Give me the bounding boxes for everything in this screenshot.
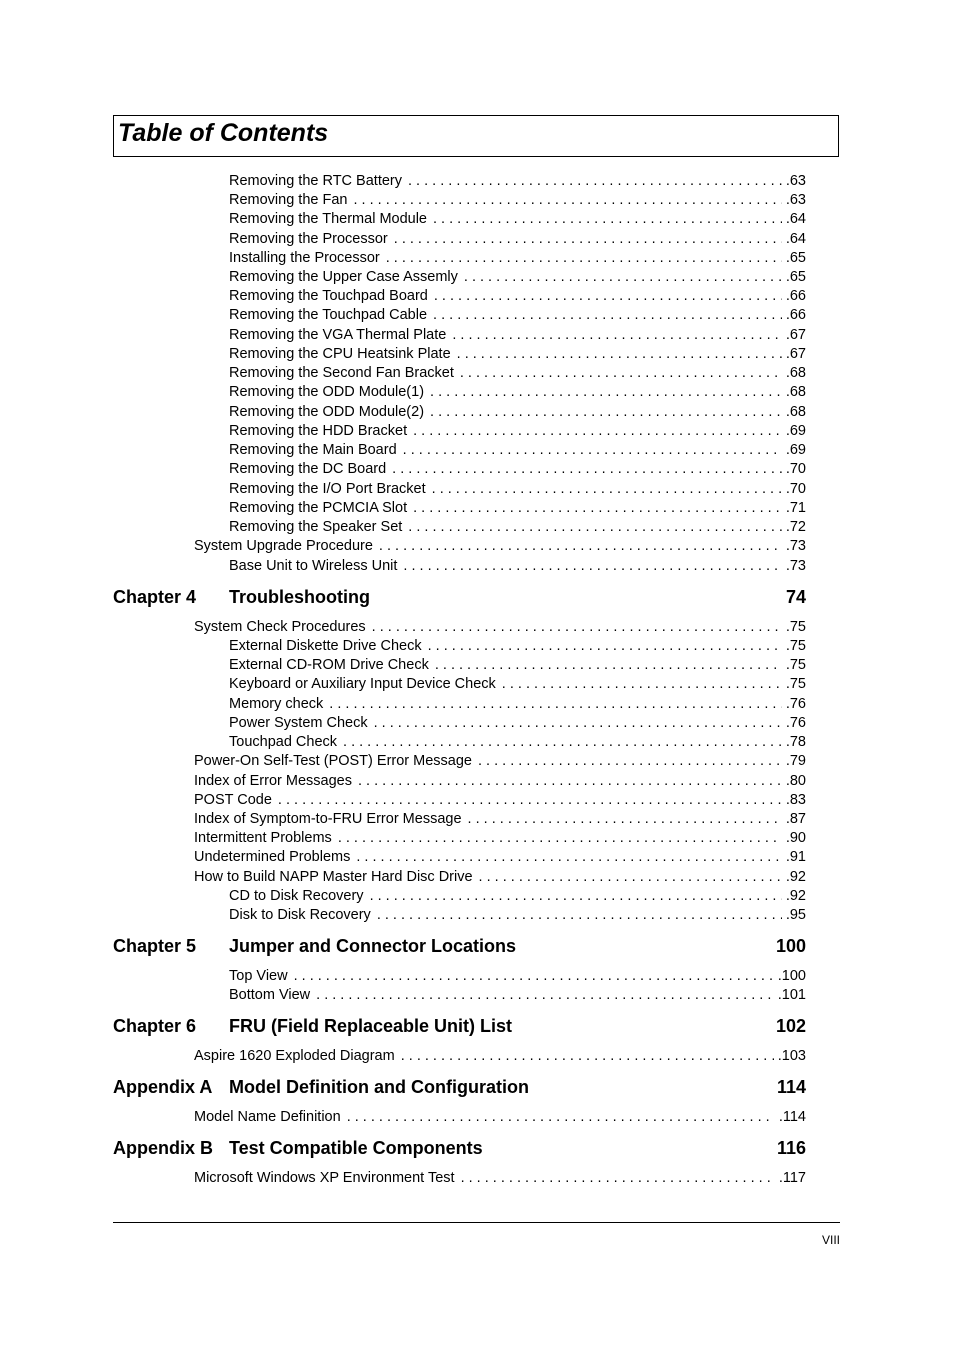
chapter-title: Troubleshooting [229, 587, 370, 607]
toc-entry-page: .75 [785, 676, 806, 692]
chapter-title: FRU (Field Replaceable Unit) List [229, 1016, 513, 1036]
toc-entry-text: Removing the Speaker Set [229, 519, 403, 535]
dot-leader [358, 772, 782, 791]
toc-entry-page: .76 [785, 715, 806, 731]
toc-entry[interactable] [229, 967, 806, 986]
toc-entry[interactable] [229, 499, 806, 518]
dot-leader [278, 791, 782, 810]
toc-entry[interactable] [229, 675, 806, 694]
footer-page-number: VIII [821, 1233, 840, 1247]
toc-entry-text: Removing the Main Board [229, 442, 397, 458]
toc-entry-text: Power System Check [229, 715, 368, 731]
toc-entry-text: Disk to Disk Recovery [229, 907, 371, 923]
chapter-page: 102 [775, 1016, 806, 1036]
toc-entry-text: Removing the Fan [229, 192, 348, 208]
toc-entry-text: Index of Error Messages [194, 773, 352, 789]
toc-entry[interactable] [229, 403, 806, 422]
toc-entry[interactable] [229, 887, 806, 906]
toc-entry[interactable] [194, 1108, 806, 1127]
toc-entry-text: Removing the Second Fan Bracket [229, 365, 454, 381]
toc-entry-text: Removing the Processor [229, 231, 388, 247]
footer-divider [113, 1222, 840, 1223]
toc-entry[interactable] [229, 345, 806, 364]
toc-entry-text: Removing the HDD Bracket [229, 423, 408, 439]
toc-entry-page: .95 [785, 907, 806, 923]
toc-entry-text: Top View [229, 968, 288, 984]
toc-entry[interactable] [229, 557, 806, 576]
dot-leader [379, 537, 782, 556]
toc-entry[interactable] [229, 441, 806, 460]
toc-entry-page: .117 [778, 1170, 806, 1186]
toc-entry[interactable] [229, 249, 806, 268]
toc-entry-text: Removing the Touchpad Board [229, 288, 428, 304]
dot-leader [434, 287, 782, 306]
toc-entry-text: Removing the PCMCIA Slot [229, 500, 408, 516]
toc-entry-text: Aspire 1620 Exploded Diagram [194, 1048, 395, 1064]
toc-entry-page: .67 [785, 346, 806, 362]
toc-entry-page: .79 [785, 753, 806, 769]
toc-entry-text: How to Build NAPP Master Hard Disc Drive [194, 869, 473, 885]
toc-entry-page: .72 [785, 519, 806, 535]
toc-entry-page: .68 [785, 384, 806, 400]
chapter-page: 116 [776, 1138, 806, 1158]
chapter-title: Model Definition and Configuration [229, 1077, 529, 1097]
toc-entry-page: .78 [785, 734, 806, 750]
toc-entry[interactable] [229, 210, 806, 229]
toc-entry[interactable] [194, 810, 806, 829]
toc-entry-page: .73 [785, 538, 806, 554]
dot-leader [413, 499, 782, 518]
toc-entry[interactable] [194, 752, 806, 771]
toc-entry-text: Removing the ODD Module(2) [229, 404, 425, 420]
dot-leader [433, 210, 782, 229]
toc-entry[interactable] [229, 480, 806, 499]
toc-entry-page: .90 [785, 830, 806, 846]
toc-entry-text: Removing the Touchpad Cable [229, 307, 428, 323]
chapter-heading[interactable] [113, 585, 806, 609]
toc-entry-text: System Check Procedures [194, 619, 366, 635]
dot-leader [370, 887, 782, 906]
toc-entry[interactable] [229, 422, 806, 441]
toc-entry[interactable] [229, 326, 806, 345]
toc-entry-page: .66 [785, 307, 806, 323]
chapter-label: Chapter 4 [113, 587, 197, 607]
dot-leader [403, 441, 782, 460]
page-title: Table of Contents [118, 119, 329, 147]
dot-leader [468, 810, 782, 829]
dot-leader [435, 656, 782, 675]
chapter-heading[interactable] [113, 934, 806, 958]
toc-entry-page: .64 [785, 231, 806, 247]
dot-leader [353, 191, 781, 210]
dot-leader [394, 230, 782, 249]
toc-entry[interactable] [194, 829, 806, 848]
dot-leader [294, 967, 774, 986]
chapter-page: 74 [785, 587, 806, 607]
toc-entry[interactable] [229, 268, 806, 287]
toc-entry-text: Removing the Upper Case Assemly [229, 269, 458, 285]
chapter-heading[interactable] [113, 1014, 806, 1038]
toc-entry-text: Removing the I/O Port Bracket [229, 481, 426, 497]
toc-entry[interactable] [229, 383, 806, 402]
chapter-title: Test Compatible Components [229, 1138, 483, 1158]
toc-entry-text: Base Unit to Wireless Unit [229, 558, 398, 574]
toc-entry[interactable] [229, 637, 806, 656]
toc-entry-page: .75 [785, 657, 806, 673]
toc-entry[interactable] [229, 306, 806, 325]
dot-leader [452, 326, 781, 345]
toc-entry[interactable] [194, 1169, 806, 1188]
toc-entry[interactable] [194, 772, 806, 791]
toc-entry[interactable] [229, 695, 806, 714]
toc-entry[interactable] [229, 230, 806, 249]
toc-entry-page: .63 [785, 192, 806, 208]
toc-entry[interactable] [229, 172, 806, 191]
toc-entry-text: Keyboard or Auxiliary Input Device Check [229, 676, 496, 692]
toc-entry[interactable] [229, 714, 806, 733]
toc-entry-text: Memory check [229, 696, 324, 712]
toc-entry-page: .87 [785, 811, 806, 827]
toc-entry-page: .73 [785, 558, 806, 574]
toc-entry[interactable] [194, 791, 806, 810]
toc-entry-page: .75 [785, 638, 806, 654]
toc-entry-text: Touchpad Check [229, 734, 338, 750]
chapter-label: Appendix B [113, 1138, 214, 1158]
chapter-label: Chapter 5 [113, 936, 197, 956]
toc-entry-page: .64 [785, 211, 806, 227]
toc-entry-page: .69 [785, 442, 806, 458]
dot-leader [372, 618, 782, 637]
toc-entry[interactable] [229, 906, 806, 925]
dot-leader [408, 518, 782, 537]
toc-entry-page: .80 [785, 773, 806, 789]
dot-leader [432, 480, 782, 499]
toc-entry-text: External Diskette Drive Check [229, 638, 422, 654]
dot-leader [502, 675, 782, 694]
dot-leader [428, 637, 782, 656]
toc-entry[interactable] [194, 618, 806, 637]
toc-entry-text: Removing the DC Board [229, 461, 387, 477]
toc-entry-page: .65 [785, 269, 806, 285]
toc-entry[interactable] [229, 656, 806, 675]
dot-leader [374, 714, 782, 733]
toc-entry-text: Removing the RTC Battery [229, 173, 402, 189]
dot-leader [479, 868, 782, 887]
toc-entry-text: CD to Disk Recovery [229, 888, 364, 904]
toc-entry-text: Index of Symptom-to-FRU Error Message [194, 811, 462, 827]
dot-leader [403, 557, 781, 576]
dot-leader [338, 829, 782, 848]
toc-entry-text: External CD-ROM Drive Check [229, 657, 429, 673]
chapter-label: Chapter 6 [113, 1016, 197, 1036]
dot-leader [461, 1169, 775, 1188]
chapter-page: 114 [776, 1077, 806, 1097]
toc-entry-page: .69 [785, 423, 806, 439]
dot-leader [329, 695, 782, 714]
dot-leader [316, 986, 774, 1005]
chapter-page: 100 [775, 936, 806, 956]
toc-entry-page: .114 [778, 1109, 806, 1125]
dot-leader [430, 383, 782, 402]
dot-leader [377, 906, 782, 925]
toc-entry-text: System Upgrade Procedure [194, 538, 373, 554]
dot-leader [430, 403, 782, 422]
dot-leader [464, 268, 782, 287]
chapter-heading[interactable] [113, 1075, 806, 1099]
toc-entry-page: .63 [785, 173, 806, 189]
toc-entry-page: .76 [785, 696, 806, 712]
dot-leader [478, 752, 782, 771]
chapter-label: Appendix A [113, 1077, 213, 1097]
toc-entry-page: .66 [785, 288, 806, 304]
toc-entry[interactable] [229, 364, 806, 383]
dot-leader [413, 422, 782, 441]
dot-leader [433, 306, 782, 325]
toc-entry-page: .100 [777, 968, 806, 984]
toc-entry-page: .91 [785, 849, 806, 865]
dot-leader [408, 172, 782, 191]
toc-entry-page: .65 [785, 250, 806, 266]
toc-entry[interactable] [229, 460, 806, 479]
dot-leader [386, 249, 782, 268]
toc-entry[interactable] [229, 518, 806, 537]
toc-entry-text: Undetermined Problems [194, 849, 351, 865]
toc-entry-text: Removing the ODD Module(1) [229, 384, 425, 400]
toc-entry-page: .68 [785, 404, 806, 420]
toc-entry[interactable] [194, 868, 806, 887]
toc-entry-page: .67 [785, 327, 806, 343]
toc-entry[interactable] [194, 537, 806, 556]
dot-leader [457, 345, 782, 364]
toc-entry-text: Removing the Thermal Module [229, 211, 427, 227]
dot-leader [392, 460, 782, 479]
toc-entry-page: .103 [777, 1048, 806, 1064]
chapter-title: Jumper and Connector Locations [229, 936, 517, 956]
toc-entry-page: .68 [785, 365, 806, 381]
chapter-heading[interactable] [113, 1136, 806, 1160]
toc-entry[interactable] [229, 733, 806, 752]
toc-entry-page: .71 [785, 500, 806, 516]
toc-entry[interactable] [229, 287, 806, 306]
toc-entry-text: Power-On Self-Test (POST) Error Message [194, 753, 472, 769]
toc-entry-page: .92 [785, 869, 806, 885]
toc-entry-page: .75 [785, 619, 806, 635]
toc-entry-text: Bottom View [229, 987, 311, 1003]
toc-entry-text: Removing the VGA Thermal Plate [229, 327, 447, 343]
toc-entry-text: Microsoft Windows XP Environment Test [194, 1170, 455, 1186]
toc-entry-page: .83 [785, 792, 806, 808]
dot-leader [401, 1047, 774, 1066]
toc-entry[interactable] [194, 1047, 806, 1066]
toc-entry-text: Model Name Definition [194, 1109, 341, 1125]
toc-entry-text: Removing the CPU Heatsink Plate [229, 346, 451, 362]
toc-entry-page: .70 [785, 481, 806, 497]
toc-entry-text: POST Code [194, 792, 272, 808]
toc-title-box [113, 115, 839, 157]
toc-entry-page: .101 [777, 987, 806, 1003]
toc-entry-page: .70 [785, 461, 806, 477]
toc-entry[interactable] [229, 986, 806, 1005]
dot-leader [347, 1108, 775, 1127]
toc-entry[interactable] [229, 191, 806, 210]
toc-entry-text: Intermittent Problems [194, 830, 332, 846]
dot-leader [343, 733, 782, 752]
toc-entry[interactable] [194, 848, 806, 867]
toc-entry-page: .92 [785, 888, 806, 904]
toc-entry-text: Installing the Processor [229, 250, 380, 266]
dot-leader [460, 364, 782, 383]
dot-leader [356, 848, 781, 867]
